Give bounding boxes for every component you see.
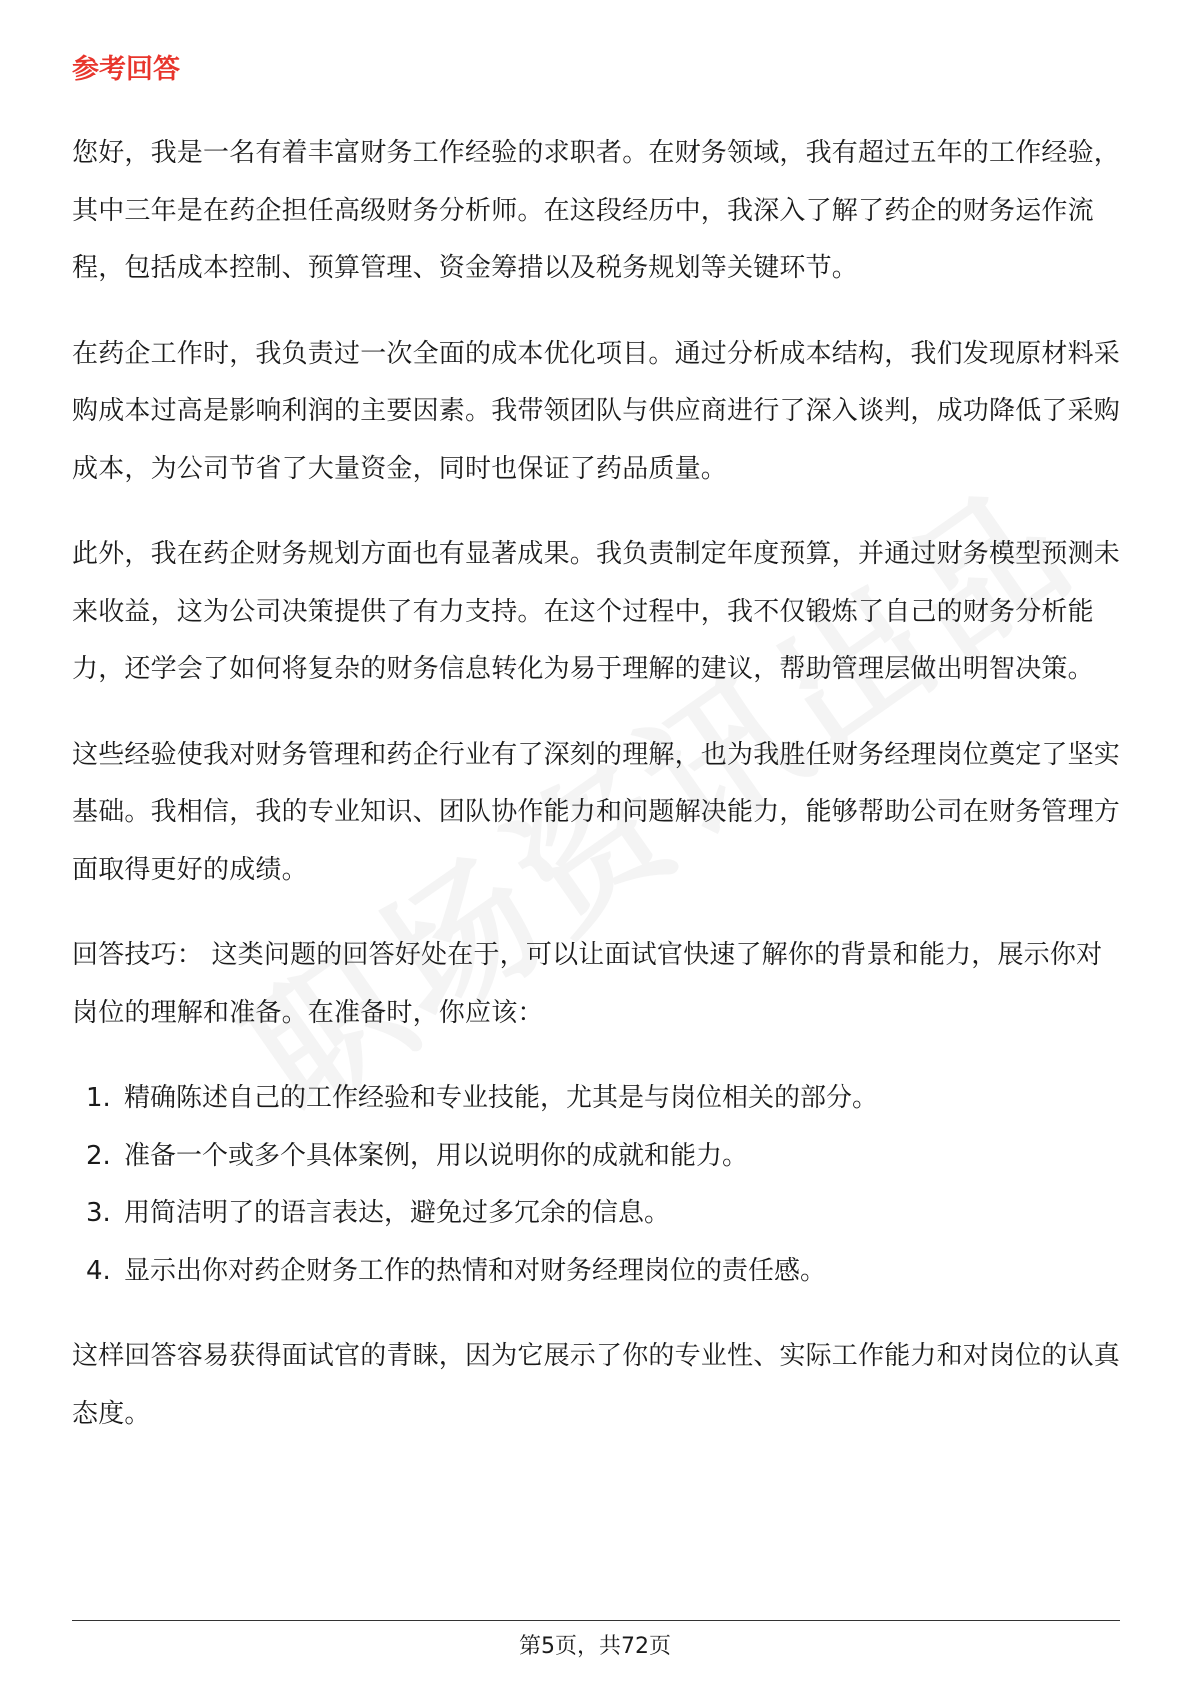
paragraph-answer-tips: 回答技巧： 这类问题的回答好处在于，可以让面试官快速了解你的背景和能力，展示你对岗位的理解和准备。在准备时，你应该： [72,940,1103,1028]
list-item-number: 3. [86,1198,111,1228]
footer-divider [72,1620,1120,1621]
section-title: 参考回答 [72,54,180,85]
page-number: 第5页，共72页 [519,1634,671,1659]
paragraph-intro: 您好，我是一名有着丰富财务工作经验的求职者。在财务领域，我有超过五年的工作经验，其中三年是在药企担任高级财务分析师。在这段经历中，我深入了解了药企的财务运作流程，包括成本控制、预算管理、资金筹措以及税务规划等关键环节。 [72,138,1121,283]
list-item [72,1243,1120,1301]
list-item-number: 1. [86,1083,111,1113]
paragraph-financial-planning: 此外，我在药企财务规划方面也有显著成果。我负责制定年度预算，并通过财务模型预测未来收益，这为公司决策提供了有力支持。在这个过程中，我不仅锻炼了自己的财务分析能力，还学会了如何将复杂的财务信息转化为易于理解的建议，帮助管理层做出明智决策。 [72,539,1121,684]
list-item-text: 准备一个或多个具体案例，用以说明你的成就和能力。 [124,1140,749,1171]
list-item [72,1070,1120,1128]
list-item-text: 精确陈述自己的工作经验和专业技能，尤其是与岗位相关的部分。 [124,1083,879,1113]
paragraph-closing: 这样回答容易获得面试官的青睐，因为它展示了你的专业性、实际工作能力和对岗位的认真态度。 [72,1341,1121,1429]
list-item-text: 用简洁明了的语言表达，避免过多冗余的信息。 [124,1198,671,1228]
paragraph-cost-optimization: 在药企工作时，我负责过一次全面的成本优化项目。通过分析成本结构，我们发现原材料采购成本过高是影响利润的主要因素。我带领团队与供应商进行了深入谈判，成功降低了采购成本，为公司节省了大量资金，同时也保证了药品质量。 [72,338,1121,484]
page-content [72,50,1120,1471]
list-item [72,1185,1120,1243]
list-item-text: 显示出你对药企财务工作的热情和对财务经理岗位的责任感。 [124,1255,827,1286]
paragraph-conclusion: 这些经验使我对财务管理和药企行业有了深刻的理解，也为我胜任财务经理岗位奠定了坚实基础。我相信，我的专业知识、团队协作能力和问题解决能力，能够帮助公司在财务管理方面取得更好的成绩。 [72,739,1121,885]
list-item-number: 4. [86,1255,111,1286]
tips-list [72,1070,1120,1300]
list-item-number: 2. [86,1140,111,1171]
list-item [72,1128,1120,1186]
